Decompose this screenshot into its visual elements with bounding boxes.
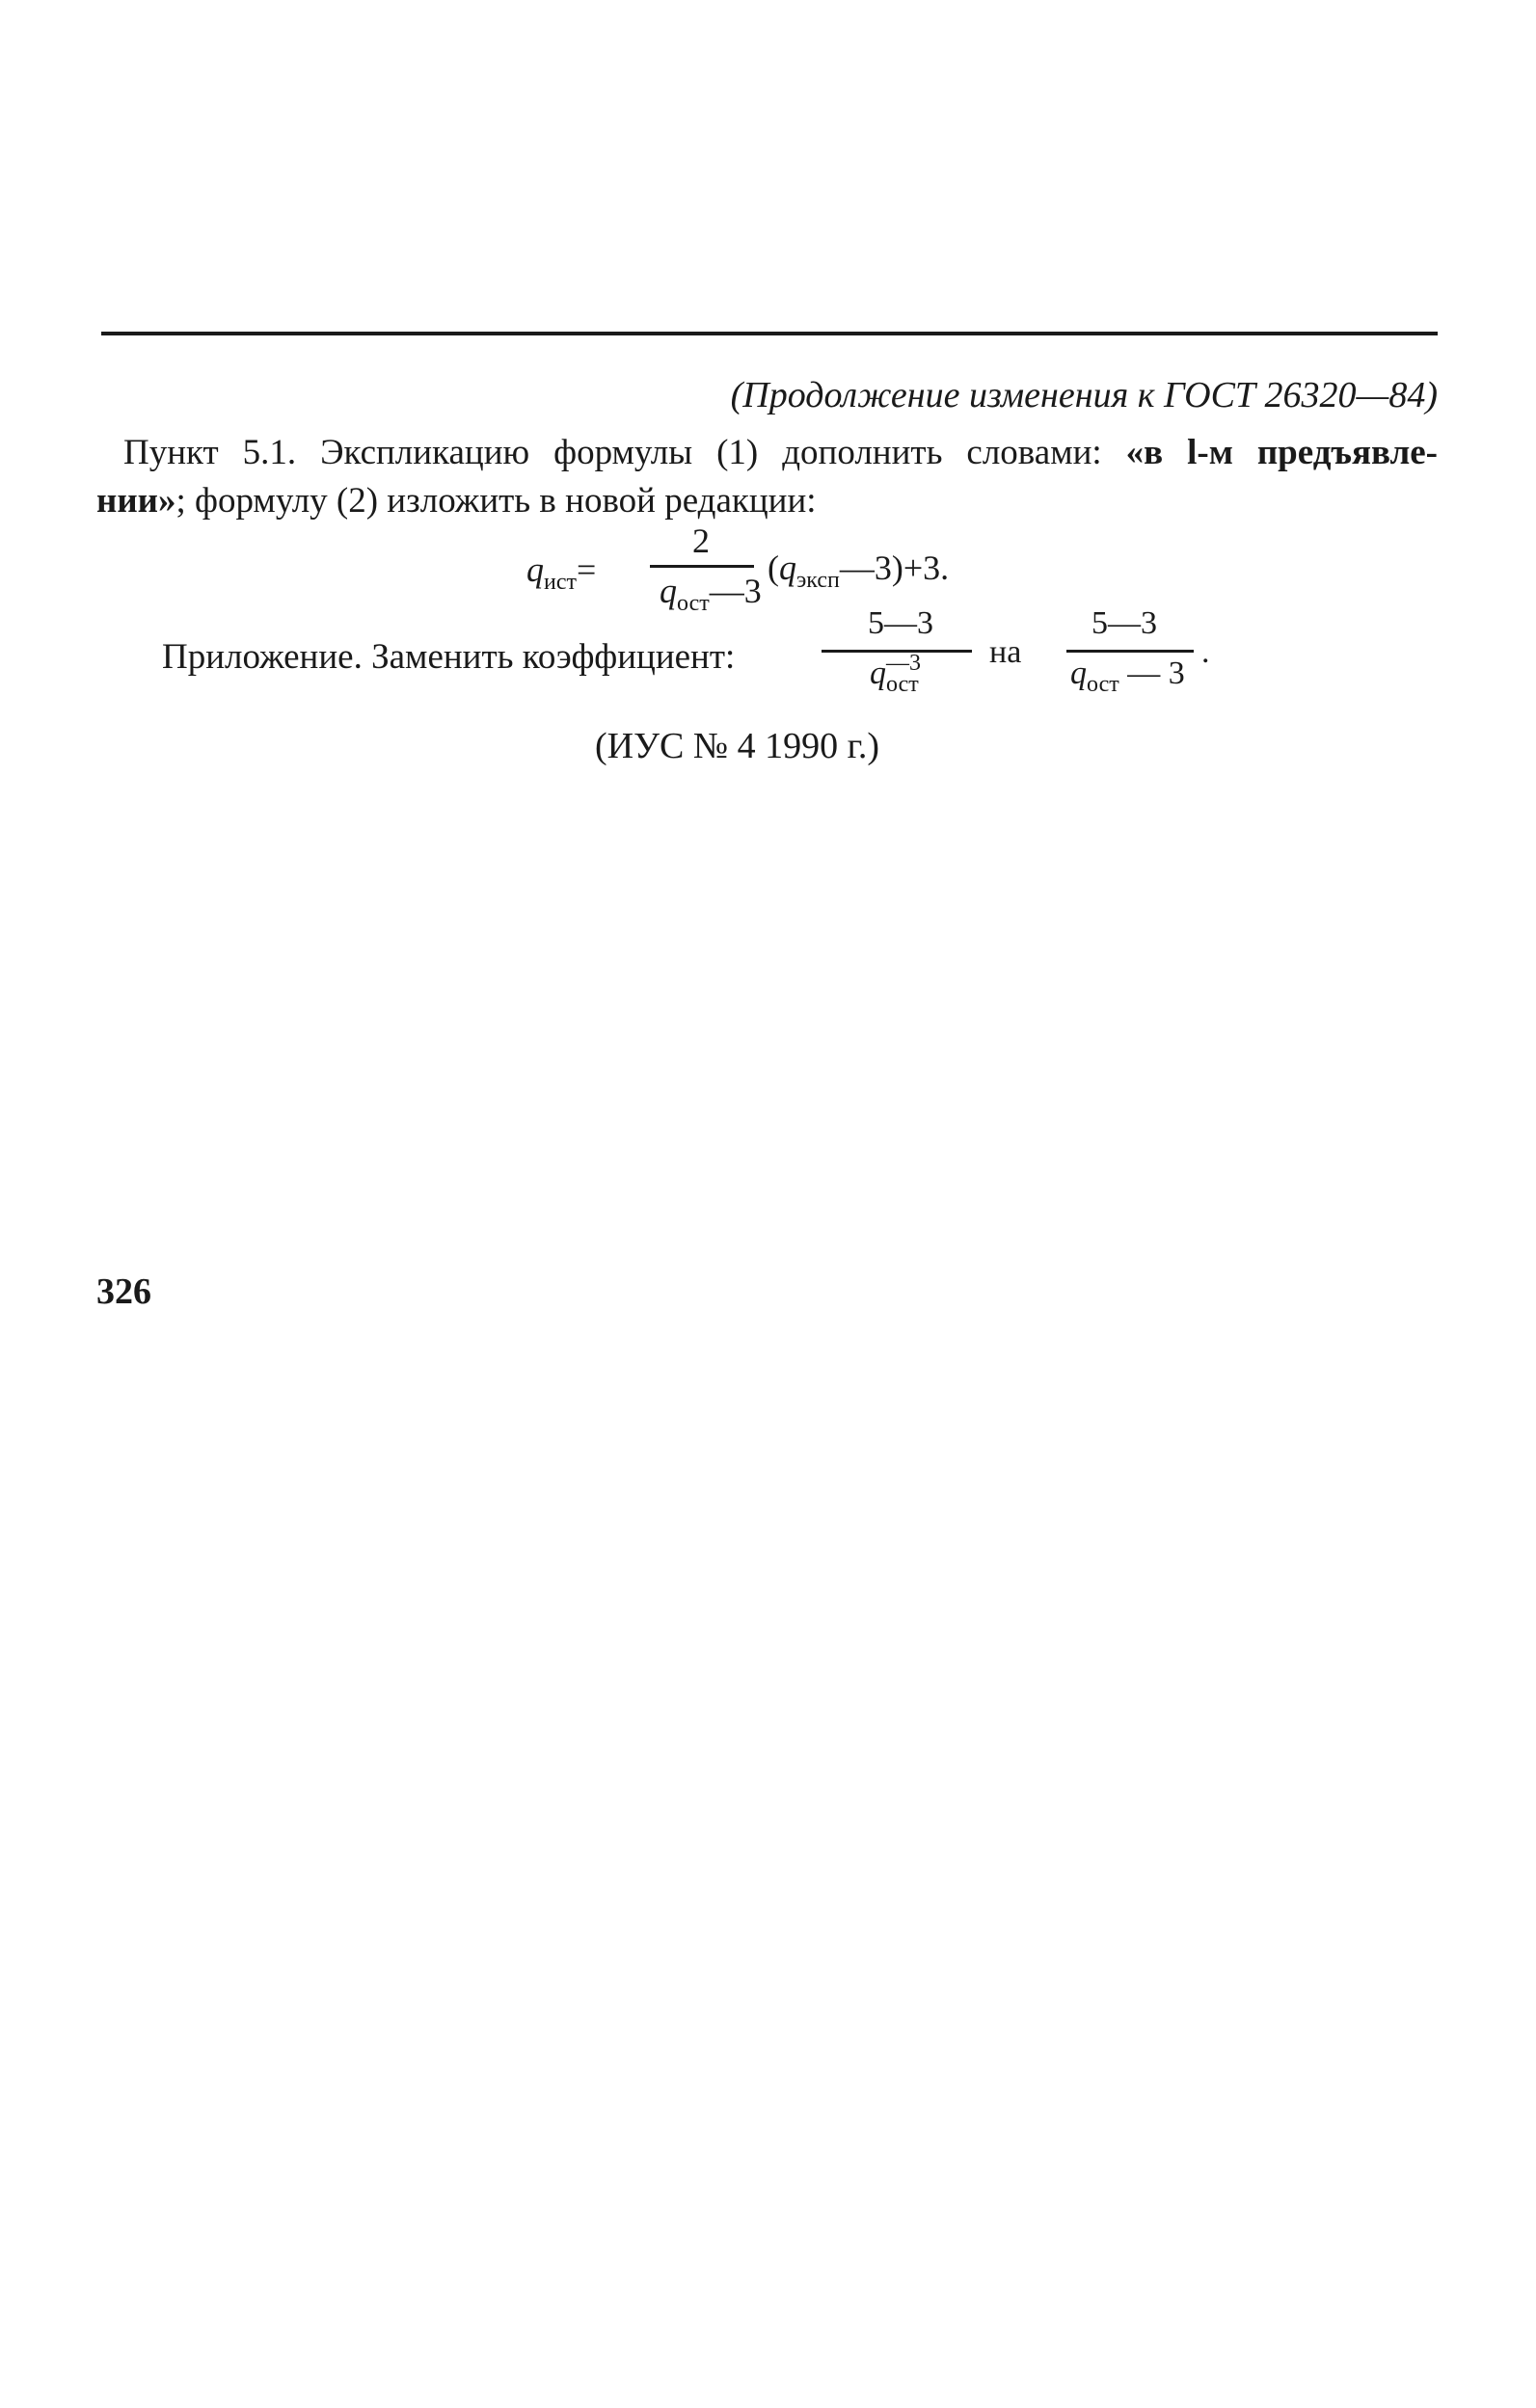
end-dot: .	[1201, 634, 1210, 670]
clause-quote-start: «в l-м предъявле-	[1125, 433, 1438, 472]
formula-numerator: 2	[692, 522, 710, 560]
clause-line-2	[96, 477, 1438, 525]
formula-rest: $(q_{эксп}—3)+3$.	[768, 548, 950, 593]
continuation-header: (Продолжение изменения к ГОСТ 26320—84)	[730, 375, 1438, 415]
clause-line-1	[123, 429, 1438, 477]
new-coefficient-denominator: $q_{ост}$ — 3	[1070, 656, 1185, 697]
old-coefficient-denominator: $q^{—3}_{ост}$	[870, 651, 921, 697]
new-coefficient-bar	[1066, 650, 1194, 653]
top-rule	[101, 332, 1438, 335]
formula-denominator: $q_{ост}—3$	[660, 572, 762, 616]
coefficient-replacement	[806, 605, 1230, 711]
appendix-label: Приложение. Заменить коэффициент:	[162, 637, 736, 677]
new-coefficient-numerator: 5—3	[1091, 605, 1157, 641]
clause-line-2-text: ; формулу (2) изложить в новой редакции:	[175, 481, 817, 521]
clause-line-1-text: Пункт 5.1. Экспликацию формулы (1) дополнить словами:	[123, 433, 1126, 472]
old-coefficient-numerator: 5—3	[868, 605, 933, 641]
clause-quote-end: нии»	[96, 481, 176, 521]
page-number: 326	[96, 1271, 151, 1312]
ius-reference: (ИУС № 4 1990 г.)	[595, 726, 880, 766]
formula-fraction-bar	[650, 565, 754, 568]
clause-paragraph	[96, 429, 1438, 525]
formula-lhs: $q_{ист}=$	[526, 550, 597, 595]
word-on: на	[989, 634, 1022, 670]
